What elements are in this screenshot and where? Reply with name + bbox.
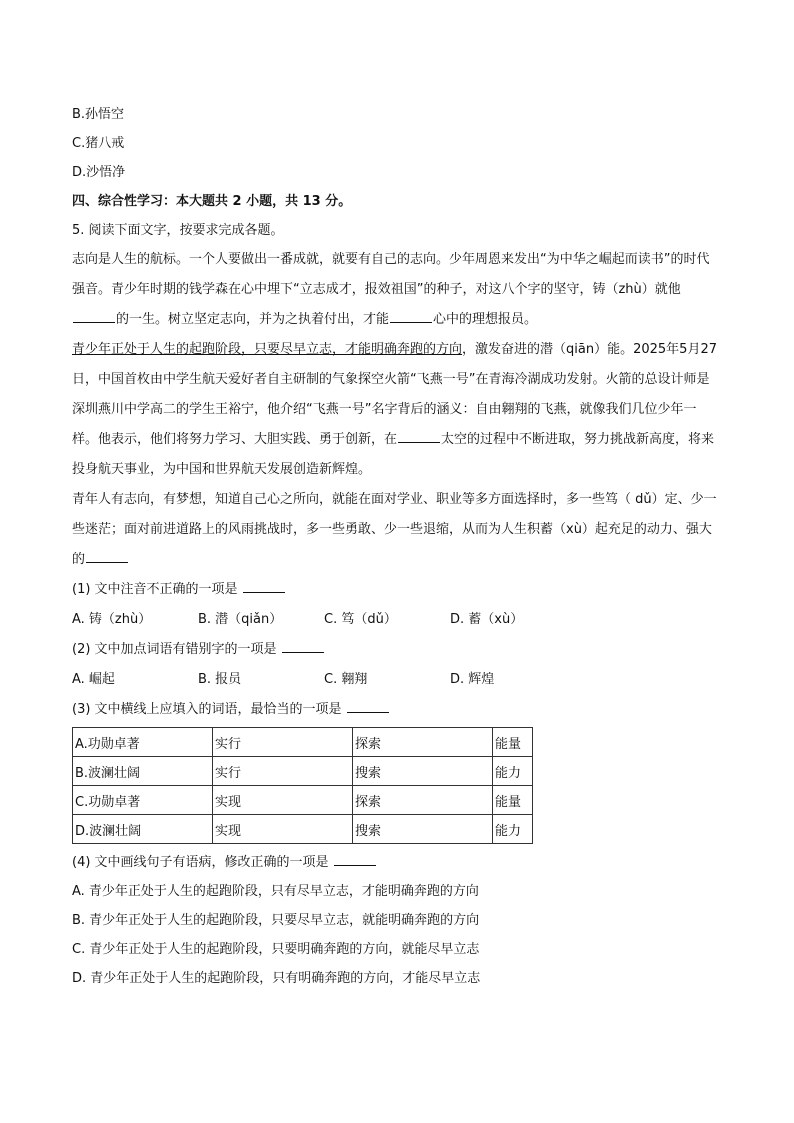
table-cell: 探索	[353, 728, 493, 757]
table-cell: 实行	[213, 757, 353, 786]
q1-option-a: A. 铸（zhù）	[72, 612, 152, 627]
table-row	[73, 786, 533, 815]
fill-blank-1	[73, 310, 115, 323]
table-cell: 探索	[353, 786, 493, 815]
answer-blank	[243, 580, 285, 593]
q4-option-d: D. 青少年正处于人生的起跑阶段，只有明确奔跑的方向，才能尽早立志	[72, 971, 481, 986]
passage-paragraph-1	[72, 245, 722, 335]
q3-choice-table	[72, 727, 533, 844]
q1-option-b: B. 潜（qiǎn）	[198, 612, 283, 627]
table-cell: 实现	[213, 815, 353, 844]
answer-blank	[282, 640, 324, 653]
passage-text: 的一生。树立坚定志向，并为之执着付出，才能	[116, 312, 390, 327]
passage-text: 心中的理想报员。	[433, 312, 538, 327]
answer-blank	[347, 700, 389, 713]
passage-paragraph-3	[72, 485, 722, 575]
q2-options	[72, 664, 732, 695]
q1-option-c: C. 笃（dǔ）	[324, 612, 397, 627]
q2-option-a: A. 崛起	[72, 672, 115, 687]
table-cell: D.波澜壮阔	[73, 815, 213, 844]
table-cell: 能力	[493, 815, 533, 844]
passage-text: ，激发奋进的潜（qiān）能。2025年5月27日，中国首枚由中学生航天爱好者自主研制的气象探空火箭“飞燕一号”在青海冷湖成功发射。火箭的总设计师是深圳燕川中学高二的学生王裕宁，他介绍“飞燕一号”名字背后的涵义：自由翱翔的飞燕，就像我们几位少年一样。他表示，他们将努力学习、大胆实践、勇于创新，在	[72, 342, 717, 447]
q3-stem-text: (3) 文中横线上应填入的词语，最恰当的一项是	[72, 702, 342, 717]
option-b: B.孙悟空	[72, 107, 125, 122]
passage-text: 志向是人生的航标。一个人要做出一番成就，就要有自己的志向。少年周恩来发出“为中华之崛起而读书”的时代强音。青少年时期的钱学森在心中埋下“立志成才，报效祖国”的种子，对这八个字的坚守，铸（zhù）就他	[72, 252, 710, 297]
q2-stem-text: (2) 文中加点词语有错别字的一项是	[72, 642, 277, 657]
table-cell: B.波澜壮阔	[73, 757, 213, 786]
table-cell: 实行	[213, 728, 353, 757]
fill-blank-3	[398, 430, 440, 443]
question-5-intro: 5. 阅读下面文字，按要求完成各题。	[72, 223, 284, 238]
table-cell: C.功勋卓著	[73, 786, 213, 815]
q4-stem	[72, 848, 732, 877]
q2-stem	[72, 635, 732, 664]
q3-stem	[72, 695, 732, 724]
table-row	[73, 757, 533, 786]
q4-option-a: A. 青少年正处于人生的起跑阶段，只有尽早立志，才能明确奔跑的方向	[72, 884, 479, 899]
answer-blank	[334, 853, 376, 866]
q1-stem-text: (1) 文中注音不正确的一项是	[72, 582, 238, 597]
q4-option-c: C. 青少年正处于人生的起跑阶段，只要明确奔跑的方向，就能尽早立志	[72, 942, 480, 957]
table-cell: 能量	[493, 786, 533, 815]
q1-stem	[72, 575, 732, 604]
fill-blank-4	[86, 550, 128, 563]
table-row	[73, 815, 533, 844]
option-d: D.沙悟净	[72, 165, 126, 180]
table-cell: 搜索	[353, 815, 493, 844]
passage-text: 青年人有志向，有梦想，知道自己心之所向，就能在面对学业、职业等多方面选择时，多一些笃（ dǔ）定、少一些迷茫；面对前进道路上的风雨挑战时，多一些勇敢、少一些退缩，从而为人生积蓄（xù）起充足的动力、强大的	[72, 492, 717, 567]
table-cell: A.功勋卓著	[73, 728, 213, 757]
q2-option-b: B. 报员	[198, 672, 242, 687]
option-c: C.猪八戒	[72, 136, 125, 151]
passage-paragraph-2	[72, 335, 722, 485]
q2-option-c: C. 翱翔	[324, 672, 368, 687]
section-heading: 四、综合性学习：本大题共 2 小题，共 13 分。	[72, 194, 352, 209]
q4-option-b: B. 青少年正处于人生的起跑阶段，只要尽早立志，就能明确奔跑的方向	[72, 913, 480, 928]
q1-options	[72, 604, 732, 635]
table-cell: 能力	[493, 757, 533, 786]
table-cell: 搜索	[353, 757, 493, 786]
passage-text: 太空的过程中不断进取，努力挑战新高度，将来投身航天事业，为中国和世界航天发展创造新辉煌。	[72, 432, 715, 477]
table-cell: 能量	[493, 728, 533, 757]
fill-blank-2	[390, 310, 432, 323]
table-cell: 实现	[213, 786, 353, 815]
q4-stem-text: (4) 文中画线句子有语病，修改正确的一项是	[72, 855, 329, 870]
q2-option-d: D. 辉煌	[450, 672, 495, 687]
table-row	[73, 728, 533, 757]
exam-page	[72, 100, 732, 993]
q1-option-d: D. 蓄（xù）	[450, 612, 524, 627]
underlined-sentence: 青少年正处于人生的起跑阶段，只要尽早立志，才能明确奔跑的方向	[72, 342, 463, 357]
